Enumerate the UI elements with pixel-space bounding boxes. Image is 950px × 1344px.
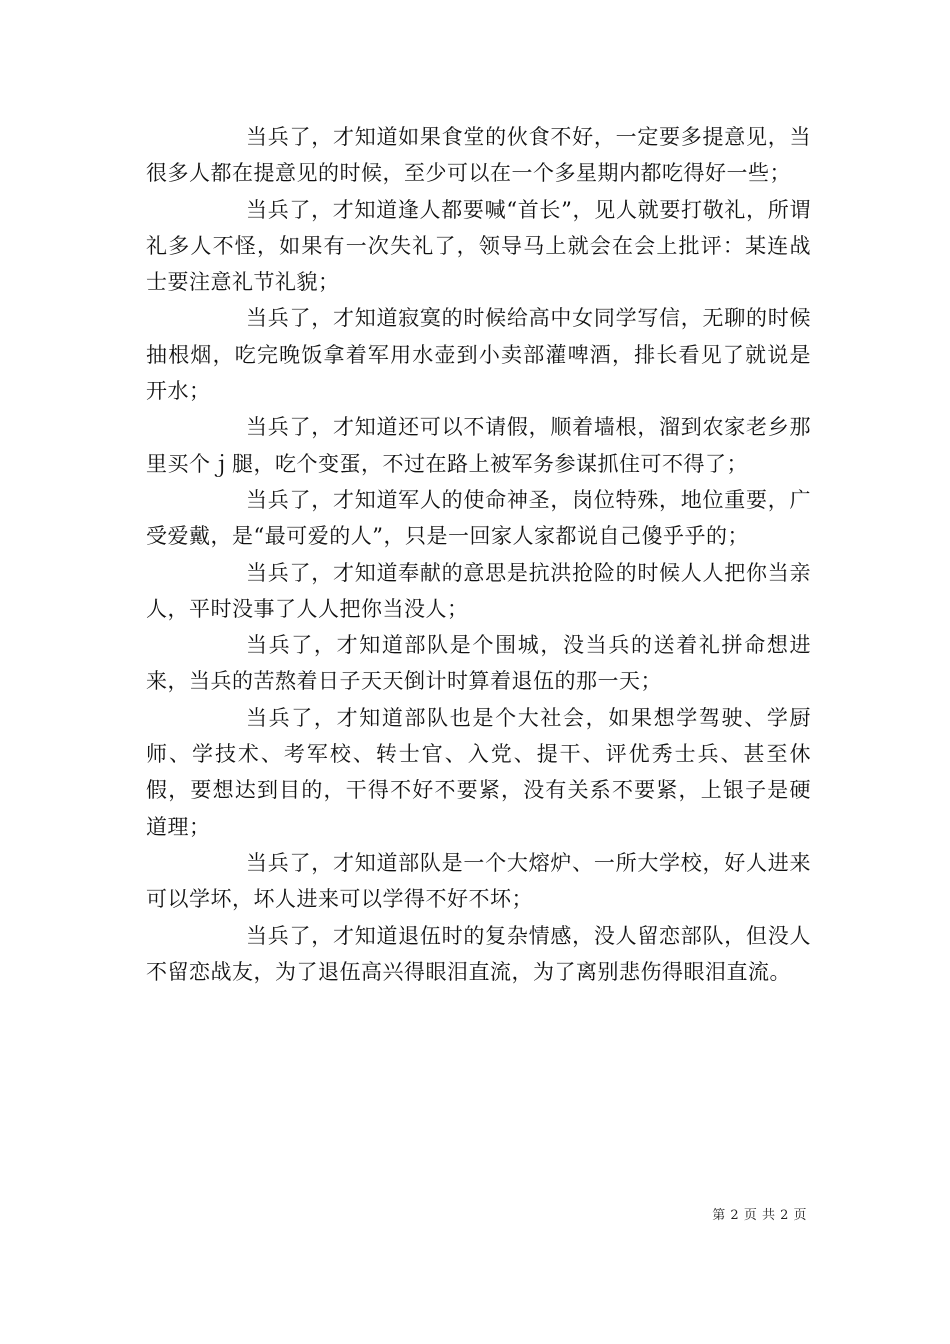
- paragraph-1: 当兵了，才知道如果食堂的伙食不好，一定要多提意见，当很多人都在提意见的时候，至少可以在一个多星期内都吃得好一些；: [146, 125, 811, 186]
- paragraph-8: 当兵了，才知道部队也是个大社会，如果想学驾驶、学厨师、学技术、考军校、转士官、入党、提干、评优秀士兵、甚至休假，要想达到目的，干得不好不要紧，没有关系不要紧，上银子是硬道理；: [146, 705, 811, 839]
- paragraph-10: 当兵了，才知道退伍时的复杂情感，没人留恋部队，但没人不留恋战友，为了退伍高兴得眼泪直流，为了离别悲伤得眼泪直流。: [146, 923, 811, 984]
- paragraph-7: 当兵了，才知道部队是个围城，没当兵的送着礼拼命想进来，当兵的苦熬着日子天天倒计时算着退伍的那一天；: [146, 633, 811, 694]
- paragraph-2: 当兵了，才知道逢人都要喊“首长”，见人就要打敬礼，所谓礼多人不怪，如果有一次失礼了，领导马上就会在会上批评：某连战士要注意礼节礼貌；: [146, 197, 811, 295]
- paragraph-6: 当兵了，才知道奉献的意思是抗洪抢险的时候人人把你当亲人，平时没事了人人把你当没人；: [146, 560, 811, 621]
- paragraph-5: 当兵了，才知道军人的使命神圣，岗位特殊，地位重要，广受爱戴，是“最可爱的人”，只是一回家人家都说自己傻乎乎的；: [146, 487, 811, 549]
- page-number-footer: 第 2 页 共 2 页: [712, 1208, 807, 1223]
- document-body: [146, 119, 811, 990]
- paragraph-3: 当兵了，才知道寂寞的时候给高中女同学写信，无聊的时候抽根烟，吃完晚饭拿着军用水壶到小卖部灌啤酒，排长看见了就说是开水；: [146, 306, 811, 404]
- paragraph-4: 当兵了，才知道还可以不请假，顺着墙根，溜到农家老乡那里买个ｊ腿，吃个变蛋，不过在路上被军务参谋抓住可不得了；: [146, 415, 811, 476]
- paragraph-9: 当兵了，才知道部队是一个大熔炉、一所大学校，好人进来可以学坏，坏人进来可以学得不好不坏；: [146, 850, 811, 912]
